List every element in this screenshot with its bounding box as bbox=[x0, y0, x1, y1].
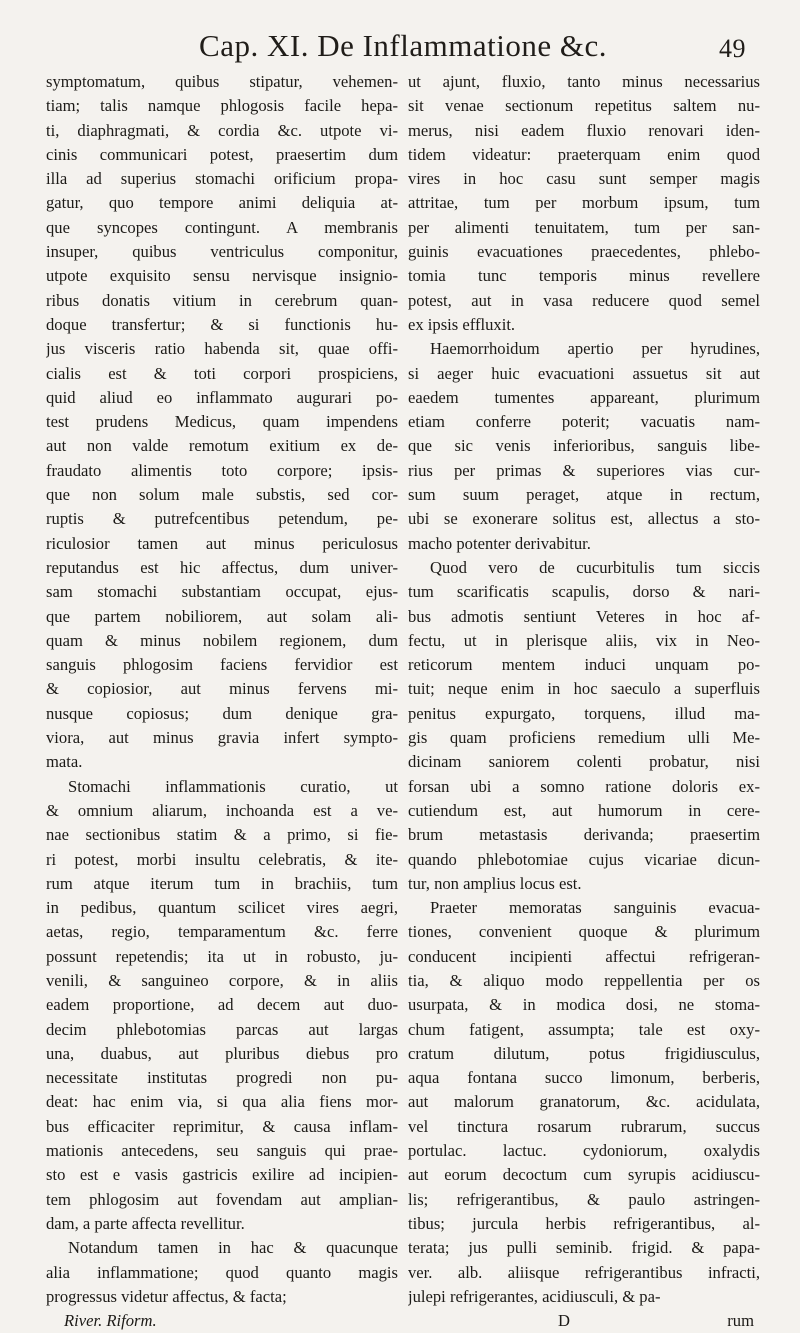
text-line: reputandus est hic affectus, dum univer- bbox=[46, 557, 398, 577]
text-line: eaedem tumentes appareant, plurimum bbox=[408, 387, 760, 407]
text-line: sit venae sectionum repetitus saltem nu- bbox=[408, 96, 760, 116]
text-line: chum fatigent, assumpta; tale est oxy- bbox=[408, 1019, 760, 1039]
text-line: tiones, convenient quoque & plurimum bbox=[408, 922, 760, 942]
text-line: dicinam saniorem colenti probatur, nisi bbox=[408, 752, 760, 772]
text-line: rius per primas & superiores vias cur- bbox=[408, 460, 760, 480]
text-line: Stomachi inflammationis curatio, ut bbox=[68, 776, 398, 796]
running-header bbox=[46, 18, 760, 64]
text-line: que syncopes contingunt. A membranis bbox=[46, 217, 398, 237]
text-line: guinis evacuationes praecedentes, phlebo- bbox=[408, 242, 760, 262]
text-line: ri potest, morbi insultu celebratis, & ite- bbox=[46, 849, 398, 869]
text-line: sum suum peraget, atque in rectum, bbox=[408, 485, 760, 505]
text-line: vel tinctura rosarum rubrarum, succus bbox=[408, 1116, 760, 1136]
text-line: tibus; jurcula herbis refrigerantibus, al- bbox=[408, 1213, 760, 1233]
text-line: doque transfertur; & si functionis hu- bbox=[46, 314, 398, 334]
text-line: per alimenti tenuitatem, tum per san- bbox=[408, 217, 760, 237]
text-line: mata. bbox=[46, 752, 83, 772]
text-line: que partem nobiliorem, aut solam ali- bbox=[46, 606, 398, 626]
text-line: que sic venis inferioribus, sanguis libe- bbox=[408, 436, 760, 456]
text-line: illa ad superius stomachi orificium propa- bbox=[46, 169, 398, 189]
text-line: eadem proportione, ad decem aut duo- bbox=[46, 995, 398, 1015]
text-line: tem phlogosim aut fovendam aut amplian- bbox=[46, 1189, 398, 1209]
text-line: conducent incipienti affectui refrigeran- bbox=[408, 946, 760, 966]
text-line: venili, & sanguineo corpore, & in aliis bbox=[46, 970, 398, 990]
text-line: reticorum mentem induci unquam po- bbox=[408, 655, 760, 675]
text-line: attritae, tum per morbum ipsum, tum bbox=[408, 193, 760, 213]
text-line: tur, non amplius locus est. bbox=[408, 873, 582, 893]
text-line: tuit; neque enim in hoc saeculo a superfluis bbox=[408, 679, 760, 699]
text-line: sam stomachi substantiam occupat, ejus- bbox=[46, 582, 398, 602]
text-line: aut malorum granatorum, &c. acidulata, bbox=[408, 1092, 760, 1112]
page-number: 49 bbox=[719, 34, 746, 63]
text-line: nusque copiosus; dum denique gra- bbox=[46, 703, 398, 723]
text-line: bus admotis sentiunt Veteres in hoc af- bbox=[408, 606, 760, 626]
text-line: quam & minus nobilem regionem, dum bbox=[46, 630, 398, 650]
text-line: ver. alb. aliisque refrigerantibus infracti, bbox=[408, 1262, 760, 1282]
text-line: vires in hoc casu sunt semper magis bbox=[408, 169, 760, 189]
text-line: aut non valde remotum exitium ex de- bbox=[46, 436, 398, 456]
text-line: merus, nisi eadem fluxio renovari iden- bbox=[408, 120, 760, 140]
text-line: tidem videatur: praeterquam enim quod bbox=[408, 144, 760, 164]
text-line: possunt repetendis; ita ut in robusto, ju- bbox=[46, 946, 398, 966]
text-line: aetas, regio, temparamentum &c. ferre bbox=[46, 922, 398, 942]
text-line: ut ajunt, fluxio, tanto minus necessarius bbox=[408, 72, 760, 91]
text-line: terata; jus pulli seminib. frigid. & papa- bbox=[408, 1238, 760, 1258]
text-line: lis; refrigerantibus, & paulo astringen- bbox=[408, 1189, 760, 1209]
text-line: Praeter memoratas sanguinis evacua- bbox=[430, 898, 760, 918]
text-line: bus efficaciter reprimitur, & causa inflam- bbox=[46, 1116, 398, 1136]
text-line: cinis communicari potest, praesertim dum bbox=[46, 144, 398, 164]
text-line: utpote exquisito sensu nervisque insignio- bbox=[46, 266, 398, 286]
text-line: cutiendum est, aut humorum in cere- bbox=[408, 800, 760, 820]
right-column bbox=[408, 70, 760, 1333]
text-line: necessitate institutas progredi non pu- bbox=[46, 1068, 398, 1088]
text-line: cratum dilutum, potus frigidiusculus, bbox=[408, 1043, 760, 1063]
text-line: fraudato alimentis toto corpore; ipsis- bbox=[46, 460, 398, 480]
text-line: ubi se exonerare solitus est, allectus a sto- bbox=[408, 509, 760, 529]
text-line: tiam; talis namque phlogosis facile hepa- bbox=[46, 96, 398, 116]
text-line: cialis est & toti corpori prospiciens, bbox=[46, 363, 398, 383]
signature-mark: D bbox=[558, 1311, 570, 1331]
text-line: alia inflammatione; quod quanto magis bbox=[46, 1262, 398, 1282]
text-line: penitus expurgato, torquens, illud ma- bbox=[408, 703, 760, 723]
text-line: progressus videtur affectus, & facta; bbox=[46, 1286, 287, 1306]
text-line: test prudens Medicus, quam impendens bbox=[46, 412, 398, 432]
text-line: Haemorrhoidum apertio per hyrudines, bbox=[430, 339, 760, 359]
catchword-right: rum bbox=[727, 1311, 754, 1331]
text-line: deat: hac enim via, si qua alia fiens mor- bbox=[46, 1092, 398, 1112]
text-line: ti, diaphragmati, & cordia &c. utpote vi- bbox=[46, 120, 398, 140]
text-line: que non solum male substis, sed cor- bbox=[46, 485, 398, 505]
text-line: Notandum tamen in hac & quacunque bbox=[68, 1238, 398, 1258]
text-line: Quod vero de cucurbitulis tum siccis bbox=[430, 557, 760, 577]
text-line: riculosior tamen aut minus periculosus bbox=[46, 533, 398, 553]
text-line: tum scarificatis scapulis, dorso & nari- bbox=[408, 582, 760, 602]
text-line: brum metastasis derivanda; praesertim bbox=[408, 825, 760, 845]
text-line: ex ipsis effluxit. bbox=[408, 314, 516, 334]
text-line: gatur, quo tempore animi deliquia at- bbox=[46, 193, 398, 213]
text-line: gis quam proficiens remedium ulli Me- bbox=[408, 728, 760, 748]
text-line: viora, aut minus gravia infert sympto- bbox=[46, 728, 398, 748]
page-footer-right bbox=[408, 1309, 760, 1333]
text-line: quando phlebotomiae cujus vicariae dicun- bbox=[408, 849, 760, 869]
running-title: Cap. XI. De Inflammatione &c. bbox=[199, 28, 607, 63]
text-line: nae sectionibus statim & a primo, si fie- bbox=[46, 825, 398, 845]
text-line: aut eorum decoctum cum syrupis acidiuscu- bbox=[408, 1165, 760, 1185]
text-line: fectu, ut in plerisque aliis, vix in Neo- bbox=[408, 630, 760, 650]
text-line: sto est e vasis gastricis exilire ad incipien- bbox=[46, 1165, 398, 1185]
text-line: symptomatum, quibus stipatur, vehemen- bbox=[46, 72, 398, 91]
text-line: insuper, quibus ventriculus componitur, bbox=[46, 242, 398, 262]
text-line: dam, a parte affecta revellitur. bbox=[46, 1213, 245, 1233]
text-line: & omnium aliarum, inchoanda est a ve- bbox=[46, 800, 398, 820]
text-line: macho potenter derivabitur. bbox=[408, 533, 591, 553]
left-column bbox=[46, 70, 398, 1333]
text-columns bbox=[46, 70, 760, 1333]
text-line: julepi refrigerantes, acidiusculi, & pa- bbox=[408, 1286, 661, 1306]
text-line: una, duabus, aut pluribus diebus pro bbox=[46, 1043, 398, 1063]
text-line: tomia tunc temporis minus revellere bbox=[408, 266, 760, 286]
text-line: forsan ubi a somno ratione doloris ex- bbox=[408, 776, 760, 796]
text-line: aqua fontana succo limonum, berberis, bbox=[408, 1068, 760, 1088]
text-line: mationis antecedens, seu sanguis qui prae- bbox=[46, 1141, 398, 1161]
text-line: in pedibus, quantum scilicet vires aegri, bbox=[46, 898, 398, 918]
text-line: potest, aut in vasa reducere quod semel bbox=[408, 290, 760, 310]
text-line: & copiosior, aut minus fervens mi- bbox=[46, 679, 398, 699]
text-line: usurpata, & in modica dosi, ne stoma- bbox=[408, 995, 760, 1015]
text-line: ribus donatis vitium in cerebrum quan- bbox=[46, 290, 398, 310]
text-line: tia, & aliquo modo reppellentia per os bbox=[408, 970, 760, 990]
text-line: sanguis phlogosim faciens fervidior est bbox=[46, 655, 398, 675]
catchword-left: River. Riform. bbox=[64, 1311, 157, 1331]
text-line: etiam conferre poterit; vacuatis nam- bbox=[408, 412, 760, 432]
text-line: portulac. lactuc. cydoniorum, oxalydis bbox=[408, 1141, 760, 1161]
text-line: quid aliud eo inflammato augurari po- bbox=[46, 387, 398, 407]
text-line: rum atque iterum tum in brachiis, tum bbox=[46, 873, 398, 893]
text-line: jus visceris ratio habenda sit, quae offi- bbox=[46, 339, 398, 359]
text-line: ruptis & putrefcentibus petendum, pe- bbox=[46, 509, 398, 529]
text-line: decim phlebotomias parcas aut largas bbox=[46, 1019, 398, 1039]
text-line: si aeger huic evacuationi assuetus sit aut bbox=[408, 363, 760, 383]
